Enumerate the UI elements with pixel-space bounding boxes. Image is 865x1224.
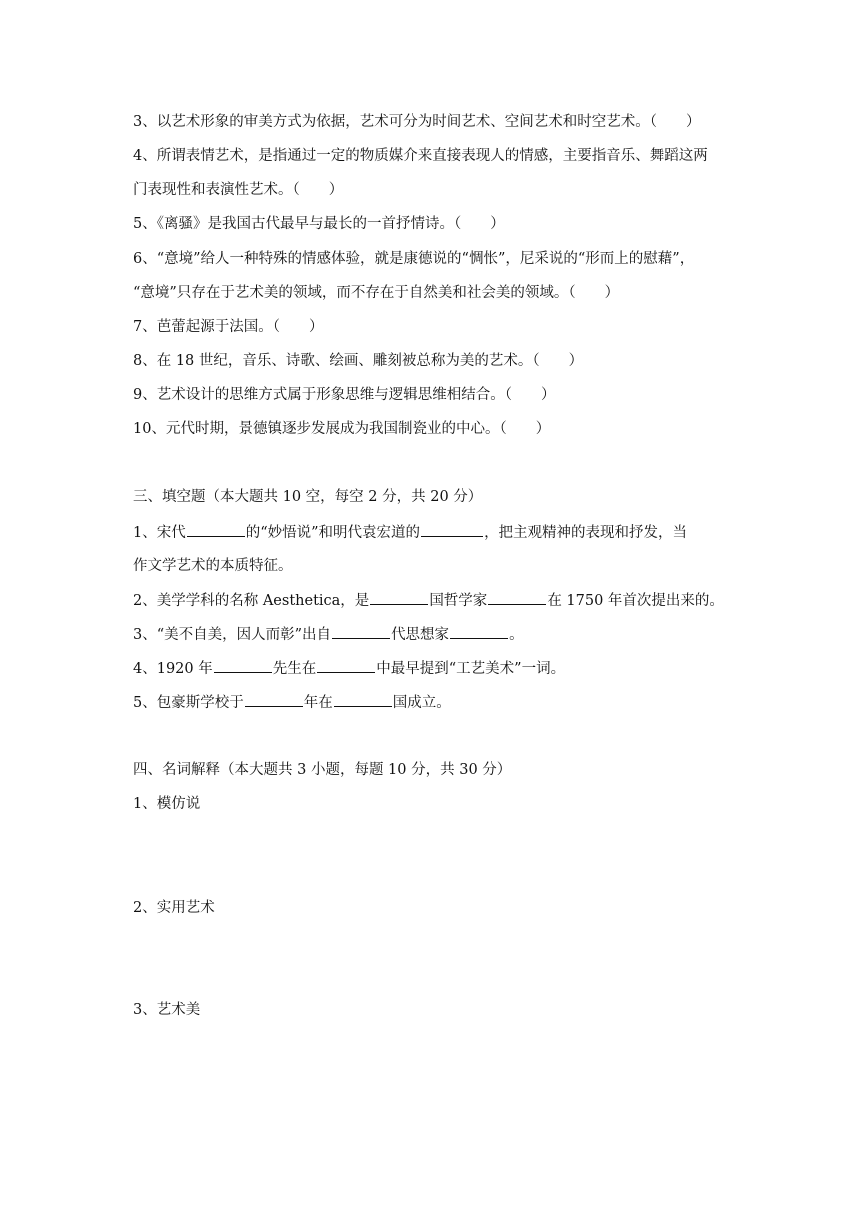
fill-q4-text-b: 先生在 xyxy=(272,661,317,677)
fill-q2-text-a: 2、美学学科的名称 Aesthetica，是 xyxy=(133,593,370,609)
fill-blank[interactable] xyxy=(187,522,245,537)
fill-q4-text-a: 4、1920 年 xyxy=(133,661,213,677)
judgement-item-6: 6、“意境”给人一种特殊的情感体验，就是康德说的“惆怅”，尼采说的“形而上的慰藉”， xyxy=(133,251,695,267)
term-item-2: 2、实用艺术 xyxy=(133,900,215,916)
section-3-heading: 三、填空题（本大题共 10 空，每空 2 分，共 20 分） xyxy=(133,489,483,505)
fill-question-1-cont: 作文学艺术的本质特征。 xyxy=(133,558,293,574)
fill-q2-text-b: 国哲学家 xyxy=(429,593,488,609)
fill-q3-text-b: 代思想家 xyxy=(391,627,450,643)
fill-blank[interactable] xyxy=(488,590,546,605)
fill-q2-text-c: 在 1750 年首次提出来的。 xyxy=(547,593,724,609)
fill-q1-text-c: ，把主观精神的表现和抒发，当 xyxy=(484,525,688,541)
fill-blank[interactable] xyxy=(332,624,390,639)
fill-blank[interactable] xyxy=(214,658,272,673)
fill-q1-text-a: 1、宋代 xyxy=(133,525,186,541)
fill-blank[interactable] xyxy=(421,522,483,537)
term-item-1: 1、模仿说 xyxy=(133,796,201,812)
fill-blank[interactable] xyxy=(245,692,303,707)
fill-blank[interactable] xyxy=(317,658,375,673)
fill-q5-text-a: 5、包豪斯学校于 xyxy=(133,695,244,711)
fill-blank[interactable] xyxy=(370,590,428,605)
judgement-item-9: 9、艺术设计的思维方式属于形象思维与逻辑思维相结合。（ ） xyxy=(133,387,556,403)
fill-question-1 xyxy=(133,522,687,543)
fill-q1-text-b: 的“妙悟说”和明代袁宏道的 xyxy=(245,525,421,541)
fill-q3-text-a: 3、“美不自美，因人而彰”出自 xyxy=(133,627,332,643)
judgement-item-4: 4、所谓表情艺术，是指通过一定的物质媒介来直接表现人的情感，主要指音乐、舞蹈这两 xyxy=(133,148,708,164)
fill-q3-text-c: 。 xyxy=(509,627,524,643)
fill-question-4 xyxy=(133,658,565,679)
judgement-item-3: 3、以艺术形象的审美方式为依据，艺术可分为时间艺术、空间艺术和时空艺术。（ ） xyxy=(133,114,701,130)
fill-question-5 xyxy=(133,692,451,713)
judgement-item-4-cont: 门表现性和表演性艺术。（ ） xyxy=(133,182,344,198)
judgement-item-5: 5、《离骚》是我国古代最早与最长的一首抒情诗。（ ） xyxy=(133,216,505,232)
judgement-item-6-cont: “意境”只存在于艺术美的领域，而不存在于自然美和社会美的领域。（ ） xyxy=(133,285,620,301)
fill-question-3 xyxy=(133,624,524,645)
judgement-item-10: 10、元代时期，景德镇逐步发展成为我国制瓷业的中心。（ ） xyxy=(133,421,551,437)
fill-blank[interactable] xyxy=(334,692,392,707)
fill-q5-text-b: 年在 xyxy=(303,695,333,711)
section-4-heading: 四、名词解释（本大题共 3 小题，每题 10 分，共 30 分） xyxy=(133,762,512,778)
fill-blank[interactable] xyxy=(450,624,508,639)
fill-q5-text-c: 国成立。 xyxy=(392,695,451,711)
fill-question-2 xyxy=(133,590,724,611)
judgement-item-7: 7、芭蕾起源于法国。（ ） xyxy=(133,319,324,335)
term-item-3: 3、艺术美 xyxy=(133,1002,201,1018)
fill-q4-text-c: 中最早提到“工艺美术”一词。 xyxy=(376,661,566,677)
judgement-item-8: 8、在 18 世纪，音乐、诗歌、绘画、雕刻被总称为美的艺术。（ ） xyxy=(133,353,584,369)
